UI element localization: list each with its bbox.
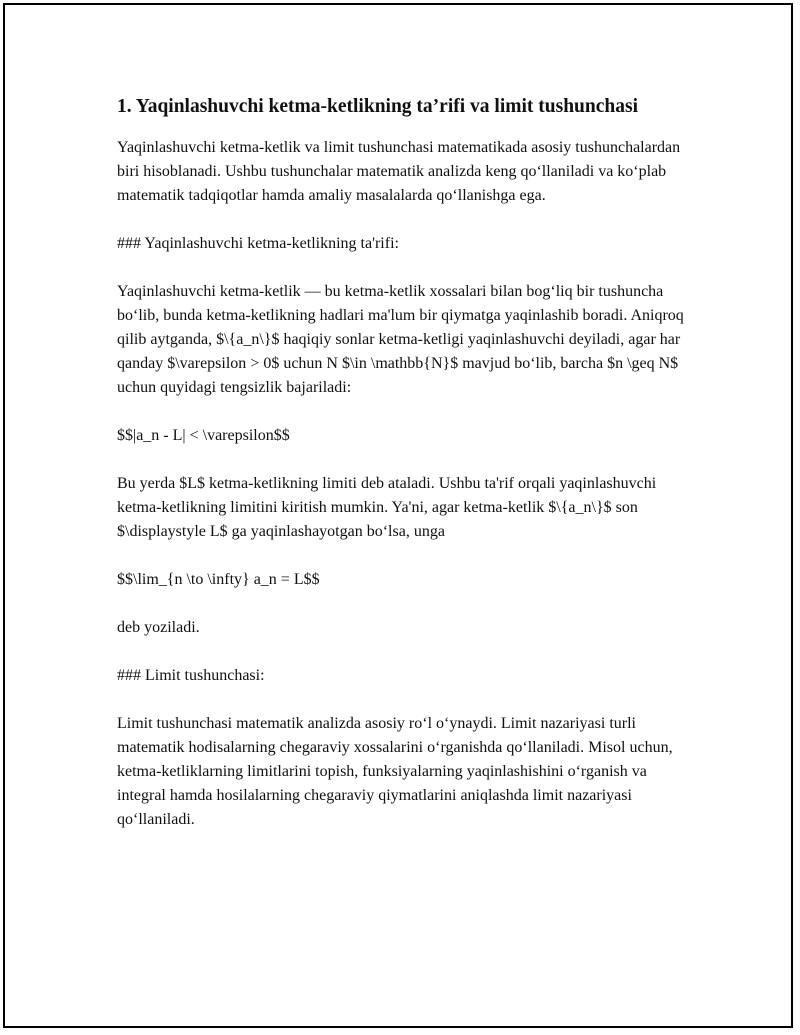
written-as-paragraph: deb yoziladi.	[117, 619, 200, 636]
limit-formula: $$\lim_{n \to \infty} a_n = L$$	[117, 571, 320, 588]
document-body	[117, 92, 697, 856]
inequality-formula: $$|a_n - L| < \varepsilon$$	[117, 427, 290, 444]
document-title: 1. Yaqinlashuvchi ketma-ketlikning ta’rifi va limit tushunchasi	[117, 96, 638, 117]
limit-concept-paragraph: Limit tushunchasi matematik analizda asosiy ro‘l o‘ynaydi. Limit nazariyasi turli matematik hodisalarning chegaraviy xossalarini o‘rganishda qo‘llaniladi. Misol uchun, ketma-ketliklarning limitlarini topish, funksiyalarning yaqinlashishini o‘rganish va integral hamda hosilalarning chegaraviy qiymatlarini aniqlashda limit nazariyasi qo‘llaniladi.	[117, 715, 673, 828]
section-heading-definition: ### Yaqinlashuvchi ketma-ketlikning ta'rifi:	[117, 235, 399, 252]
intro-paragraph: Yaqinlashuvchi ketma-ketlik va limit tushunchasi matematikada asosiy tushunchalardan biri hisoblanadi. Ushbu tushunchalar matematik analizda keng qo‘llaniladi va ko‘plab matematik tadqiqotlar hamda amaliy masalalarda qo‘llanishga ega.	[117, 139, 681, 204]
section-heading-limit: ### Limit tushunchasi:	[117, 667, 265, 684]
limit-explanation-paragraph: Bu yerda $L$ ketma-ketlikning limiti deb ataladi. Ushbu ta'rif orqali yaqinlashuvchi ketma-ketlikning limitini kiritish mumkin. Ya'ni, agar ketma-ketlik $\{a_n\}$ son $\displaystyle L$ ga yaqinlashayotgan bo‘lsa, unga	[117, 475, 657, 540]
definition-paragraph: Yaqinlashuvchi ketma-ketlik — bu ketma-ketlik xossalari bilan bog‘liq bir tushuncha bo‘lib, bunda ketma-ketlikning hadlari ma'lum bir qiymatga yaqinlashib boradi. Aniqroq qilib aytganda, $\{a_n\}$ haqiqiy sonlar ketma-ketligi yaqinlashuvchi deyiladi, agar har qanday $\varepsilon > 0$ uchun N $\in \mathbb{N}$ mavjud bo‘lib, barcha $n \geq N$ uchun quyidagi tengsizlik bajariladi:	[117, 283, 684, 396]
